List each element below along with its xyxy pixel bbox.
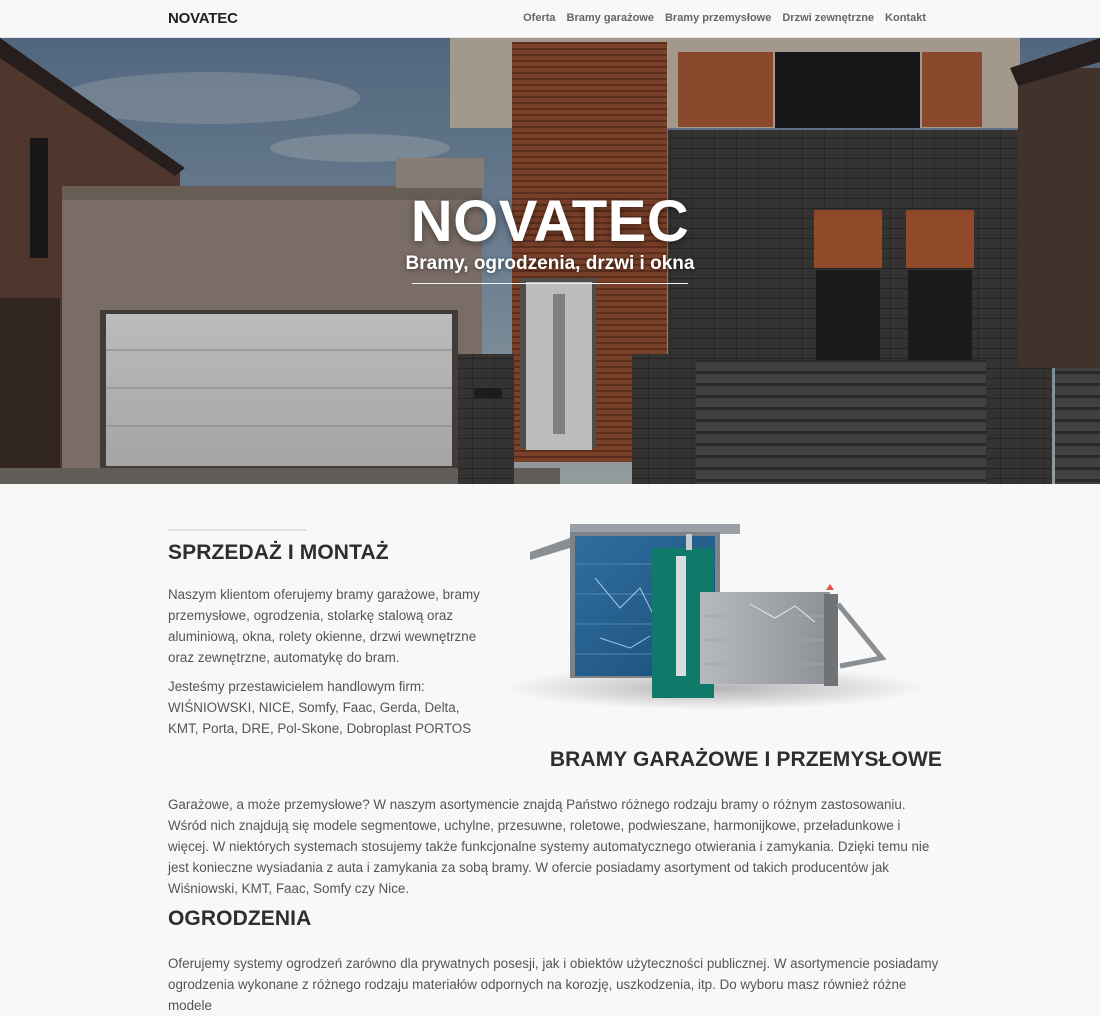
gate-products-image [500, 518, 925, 718]
nav-menu [523, 12, 926, 24]
section-heading-ogrodzenia: OGRODZENIA [168, 907, 312, 930]
nav-item-bramy-garazowe[interactable]: Bramy garażowe [566, 12, 654, 24]
brand-logo[interactable]: NOVATEC [168, 10, 238, 27]
ogrodzenia-paragraph: Oferujemy systemy ogrodzeń zarówno dla prywatnych posesji, jak i obiektów użyteczności publicznej. W asortymencie posiadamy ogrodzenia wykonane z różnego rodzaju materiałów odpornych na korozję, uszkodzenia, itp. Do wyboru masz również różne modele [168, 956, 939, 1013]
hero-banner [0, 38, 1100, 484]
nav-item-drzwi-zewnetrzne[interactable]: Drzwi zewnętrzne [782, 12, 875, 24]
bramy-paragraph: Garażowe, a może przemysłowe? W naszym asortymencie znajdą Państwo różnego rodzaju bramy o różnym zastosowaniu. Wśród nich znajdują się modele segmentowe, uchylne, przesuwne, roletowe, podwieszane, harmonijkowe, przeładunkowe i więcej. W niektórych systemach stosujemy także funkcjonalne systemy automatycznego otwierania i zamykania. Dzięki temu nie jest konieczne wysiadania z auta i zamykania za sobą bramy. W ofercie posiadamy asortyment od takich producentów jak Wiśniowski, KMT, Faac, Somfy czy Nice. [168, 797, 930, 896]
section-heading-bramy: BRAMY GARAŻOWE I PRZEMYSŁOWE [549, 748, 942, 771]
nav-item-bramy-przemyslowe[interactable]: Bramy przemysłowe [664, 12, 772, 24]
sprzedaz-paragraph-2: Jesteśmy przestawicielem handlowym firm: WIŚNIOWSKI, NICE, Somfy, Faac, Gerda, Delta, KMT, Porta, DRE, Pol-Skone, Dobroplast PORTOS [168, 679, 472, 736]
navbar [0, 0, 1100, 38]
sprzedaz-paragraph-1: Naszym klientom oferujemy bramy garażowe, bramy przemysłowe, ogrodzenia, stolarkę stalową oraz aluminiową, okna, rolety okienne, drzwi wewnętrzne oraz zewnętrzne, automatykę do bram. [168, 587, 480, 665]
hero-subtitle: Bramy, ogrodzenia, drzwi i okna [405, 253, 695, 274]
nav-item-kontakt[interactable]: Kontakt [885, 12, 926, 24]
hero-divider [412, 283, 688, 284]
hero-title: NOVATEC [410, 189, 690, 254]
nav-item-oferta[interactable]: Oferta [523, 12, 556, 24]
section-heading-sprzedaz: SPRZEDAŻ I MONTAŻ [168, 541, 389, 564]
section-divider [168, 529, 306, 531]
